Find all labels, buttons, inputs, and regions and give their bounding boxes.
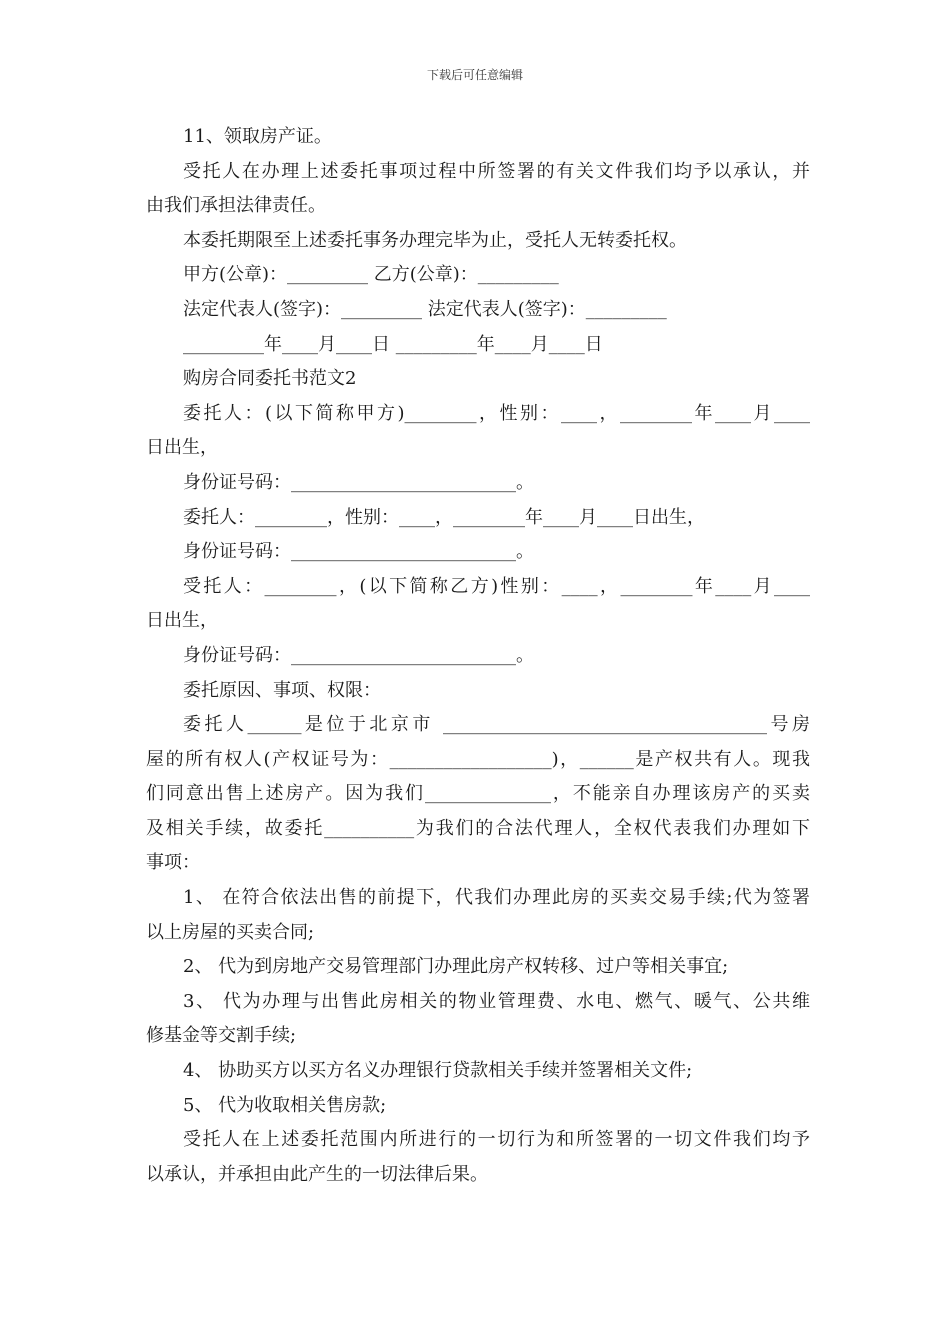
text-line: 购房合同委托书范文2 xyxy=(183,368,357,390)
text-line: _________年____月____日 _________年____月____日 xyxy=(183,333,603,355)
text-line: 身份证号码：_________________________。 xyxy=(183,541,534,563)
text-line: 委托人______是位于北京市 ____________________________________号房 xyxy=(183,714,810,736)
text-line: 2、 代为到房地产交易管理部门办理此房产权转移、过户等相关事宜; xyxy=(183,956,729,978)
text-line: 1、 在符合依法出售的前提下，代我们办理此房的买卖交易手续;代为签署 xyxy=(183,887,810,909)
text-line: 5、 代为收取相关售房款; xyxy=(183,1094,387,1116)
text-line: 日出生， xyxy=(146,610,218,632)
text-line: 事项： xyxy=(146,852,200,874)
document-body xyxy=(146,120,810,1192)
text-line: 及相关手续，故委托__________为我们的合法代理人，全权代表我们办理如下 xyxy=(146,817,810,839)
text-line: 甲方(公章)：_________ 乙方(公章)：_________ xyxy=(183,264,559,286)
text-line: 身份证号码：_________________________。 xyxy=(183,644,534,666)
text-line: 11、领取房产证。 xyxy=(183,126,332,147)
text-line: 以上房屋的买卖合同; xyxy=(146,921,315,943)
text-line: 屋的所有权人(产权证号为：__________________)，______是产权共有人。现我 xyxy=(146,748,810,770)
text-line: 由我们承担法律责任。 xyxy=(146,195,326,217)
text-line: 委托人：________，性别：____，________年____月____日出生， xyxy=(183,506,705,528)
page-header-note: 下载后可任意编辑 xyxy=(426,68,523,82)
text-line: 4、 协助买方以买方名义办理银行贷款相关手续并签署相关文件; xyxy=(183,1060,693,1082)
text-line: 身份证号码：_________________________。 xyxy=(183,471,534,493)
text-line: 受托人：________，(以下简称乙方)性别：____，________年____月____ xyxy=(183,575,810,597)
text-line: 日出生， xyxy=(146,437,218,459)
text-line: 3、 代为办理与出售此房相关的物业管理费、水电、燃气、暖气、公共维 xyxy=(183,990,810,1012)
text-line: 以承认，并承担由此产生的一切法律后果。 xyxy=(146,1163,488,1185)
text-line: 法定代表人(签字)：_________ 法定代表人(签字)：_________ xyxy=(183,298,667,320)
text-line: 本委托期限至上述委托事务办理完毕为止，受托人无转委托权。 xyxy=(183,229,687,251)
text-line: 修基金等交割手续; xyxy=(146,1025,297,1047)
text-line: 委托人：(以下简称甲方)________，性别：____，________年____月____ xyxy=(183,402,810,424)
text-line: 委托原因、事项、权限： xyxy=(183,679,381,701)
text-line: 们同意出售上述房产。因为我们______________，不能亲自办理该房产的买卖 xyxy=(146,783,810,805)
text-line: 受托人在办理上述委托事项过程中所签署的有关文件我们均予以承认，并 xyxy=(183,160,810,182)
text-line: 受托人在上述委托范围内所进行的一切行为和所签署的一切文件我们均予 xyxy=(183,1129,810,1151)
